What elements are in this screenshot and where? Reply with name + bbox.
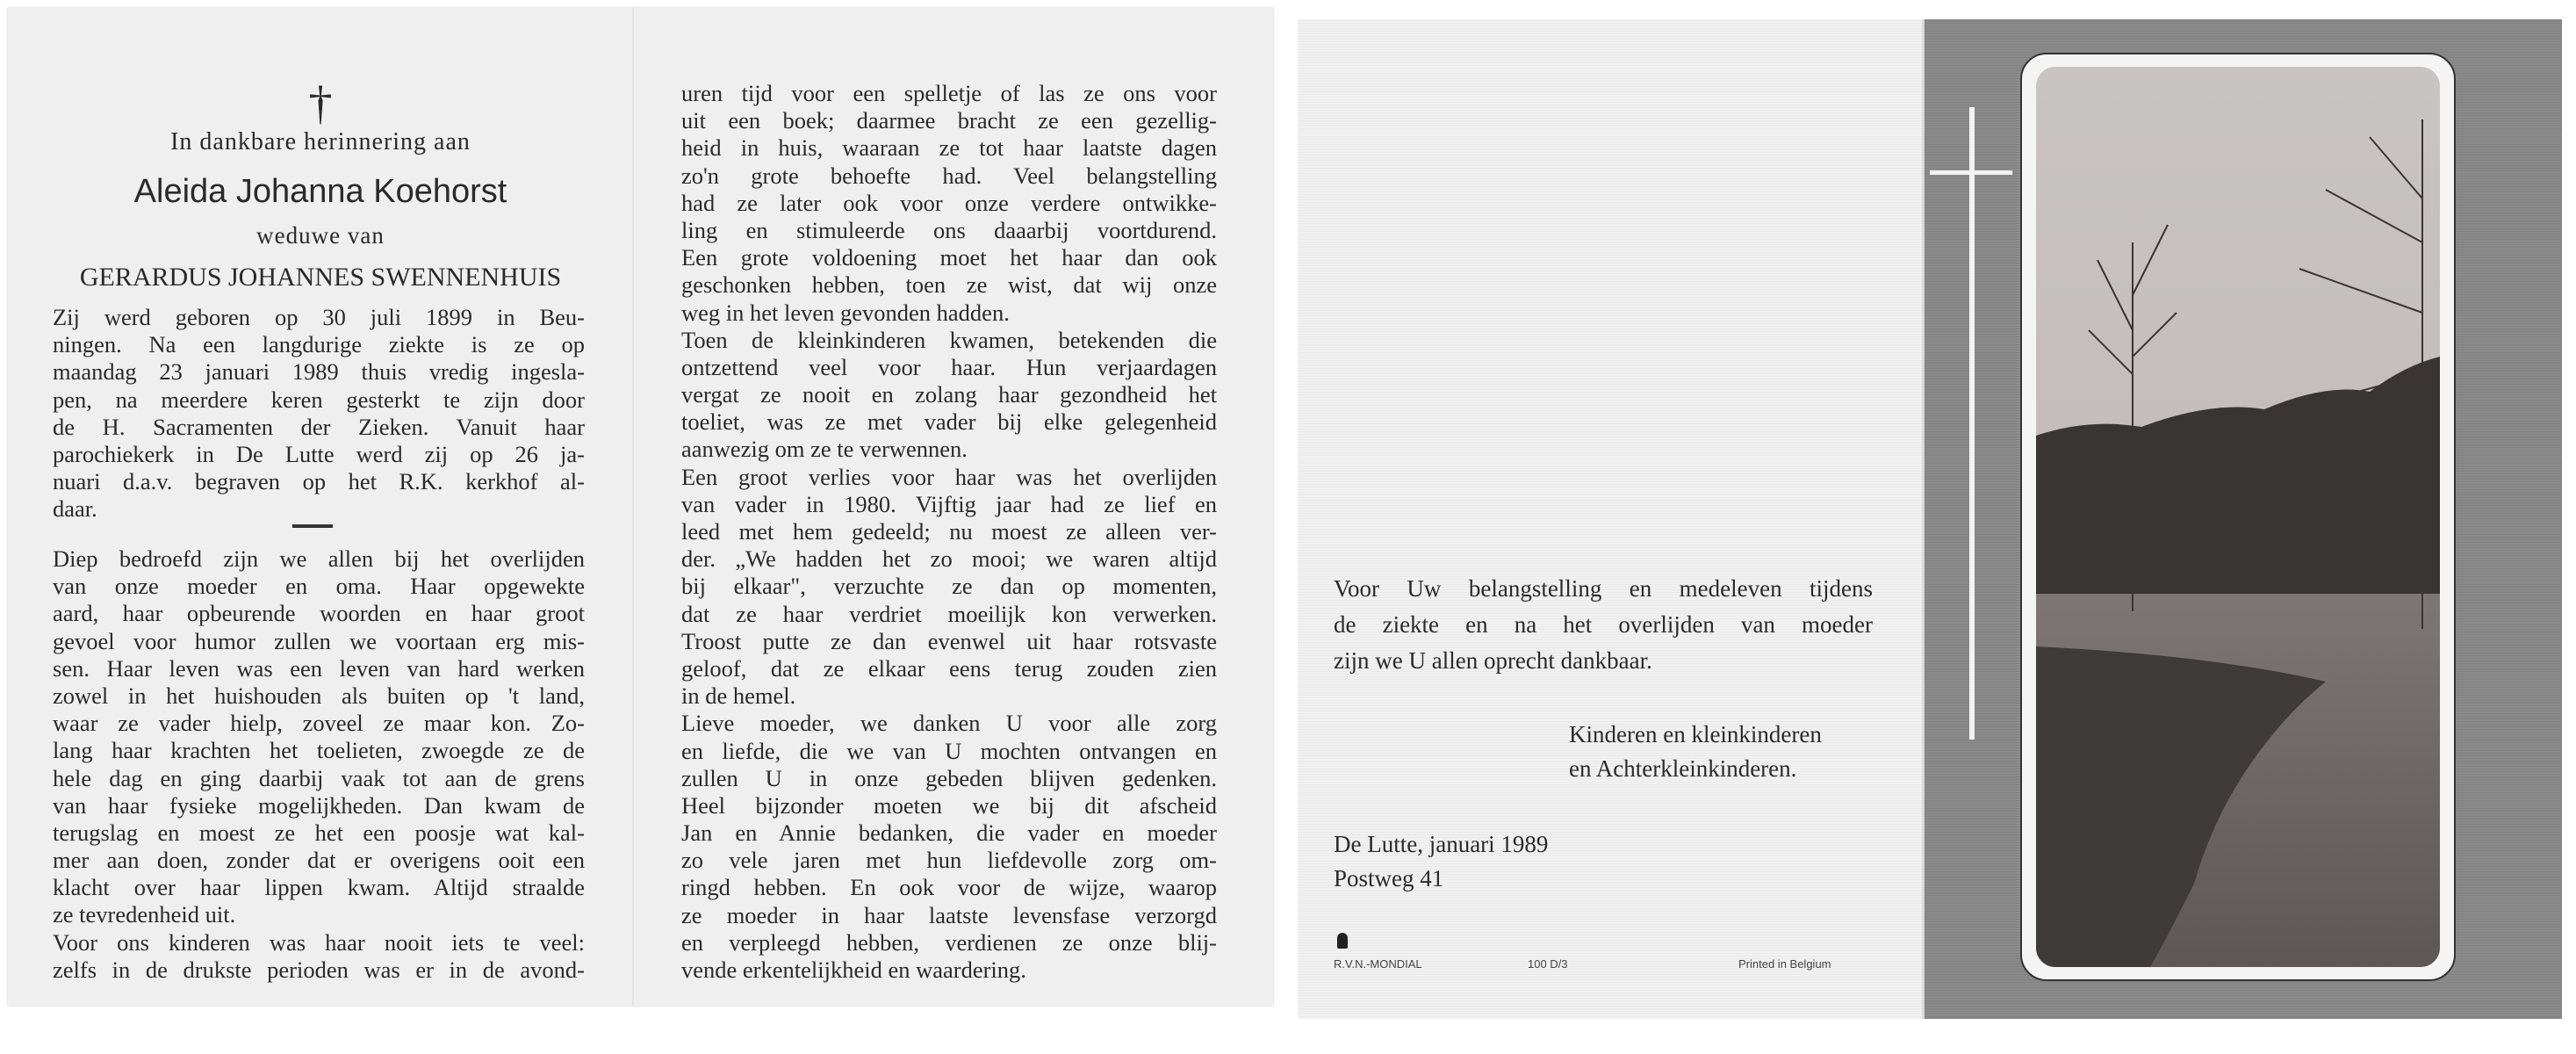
signature-line: en Achterkleinkinderen.	[1569, 755, 1797, 782]
text-line: had ze later ook voor onze verdere ontwikke-	[681, 189, 1217, 216]
flooded-field-image	[2036, 67, 2440, 967]
text-line: heid in huis, waaraan ze tot haar laatste dagen	[681, 134, 1217, 162]
print-code: 100 D/3	[1528, 957, 1568, 971]
text-line: en verpleegd hebben, verdienen ze onze blij-	[681, 928, 1217, 956]
text-line: zowel in het huishouden als buiten op 't land,	[53, 682, 585, 709]
text-line: nuari d.a.v. begraven op het R.K. kerkhof al-	[53, 468, 585, 495]
text-line: klacht over haar lippen kwam. Altijd straalde	[53, 874, 585, 901]
card-fold	[632, 8, 634, 1006]
text-line: ningen. Na een langdurige ziekte is ze op	[53, 331, 585, 358]
photo-frame	[2020, 53, 2456, 981]
text-line: sen. Haar leven was een leven van hard werken	[53, 654, 585, 682]
text-line: uren tijd voor een spelletje of las ze ons voor	[681, 80, 1217, 106]
text-line: van vader in 1980. Vijftig jaar had ze lief en	[681, 490, 1217, 517]
text-line: en liefde, die we van U mochten ontvangen en	[681, 737, 1217, 764]
thank-you-line: zijn we U allen oprecht dankbaar.	[1334, 647, 1652, 674]
text-line: ling en stimuleerde ons daaarbij voortdurend.	[681, 216, 1217, 243]
text-line: hele dag en ging daarbij vaak tot aan de grens	[53, 764, 585, 791]
text-line: zo'n grote behoefte had. Veel belangstelling	[681, 162, 1217, 189]
signature	[1569, 718, 1822, 786]
text-line: ze tevredenheid uit.	[53, 901, 236, 928]
text-line: toeliet, was ze met vader bij elke gelegenheid	[681, 408, 1217, 436]
text-line: der. „We hadden het zo mooi; we waren altijd	[681, 545, 1217, 573]
text-line: Jan en Annie bedanken, die vader en moeder	[681, 819, 1217, 847]
text-line: geschonken hebben, toen ze wist, dat wij onze	[681, 271, 1217, 299]
text-line: ontzettend veel voor haar. Hun verjaardagen	[681, 353, 1217, 380]
text-line: Diep bedroefd zijn we allen bij het overlijden	[53, 545, 585, 572]
text-line: zelfs in de drukste perioden was er in de avond-	[53, 956, 585, 983]
address-text: Postweg 41	[1334, 865, 1444, 892]
text-line: zo vele jaren met hun liefdevolle zorg om-	[681, 847, 1217, 874]
text-line: waar ze vader hielp, zoveel ze maar kon. Zo-	[53, 710, 585, 737]
place-date-text: De Lutte, januari 1989	[1334, 831, 1549, 857]
biography-text	[53, 304, 585, 523]
publisher-logo-icon	[1337, 933, 1348, 949]
publisher-text: R.V.N.-MONDIAL	[1334, 957, 1422, 971]
deceased-name: Aleida Johanna Koehorst	[133, 173, 507, 210]
text-line: aanwezig om ze te verwennen.	[681, 436, 968, 463]
thank-you-line: de ziekte en na het overlijden van moeder	[1334, 611, 1873, 638]
text-line: Toen de kleinkinderen kwamen, betekenden die	[681, 326, 1217, 353]
landscape-photo	[2036, 67, 2440, 967]
separator-dash	[292, 524, 333, 528]
text-line: ze moeder in haar laatste levensfase verzorgd	[681, 901, 1217, 928]
text-line: ringd hebben. En ook voor de wijze, waarop	[681, 874, 1217, 901]
text-line: van onze moeder en oma. Haar opgewekte	[53, 573, 585, 600]
text-line: maandag 23 januari 1989 thuis vredig ingesla-	[53, 358, 585, 386]
text-line: bij elkaar", verzuchte ze dan op momenten,	[681, 573, 1217, 600]
text-line: Lieve moeder, we danken U voor alle zorg	[681, 710, 1217, 737]
place-date	[1334, 827, 1548, 896]
text-line: vende erkentelijkheid en waardering.	[681, 957, 1026, 983]
text-line: weg in het leven gevonden hadden.	[681, 299, 1010, 326]
printed-in-text: Printed in Belgium	[1738, 957, 1831, 971]
text-line: parochiekerk in De Lutte werd zij op 26 ja-	[53, 440, 585, 467]
cross-bar	[1930, 170, 2012, 175]
text-line: mer aan doen, zonder dat er overigens ooit een	[53, 847, 585, 874]
text-line: daar.	[53, 495, 97, 523]
text-line: dat ze haar verdriet moeilijk kon verwerken.	[681, 600, 1217, 627]
text-line: lang haar krachten het toelieten, zwoegde ze de	[53, 737, 585, 764]
text-line: geloof, dat ze elkaar eens terug zouden zien	[681, 654, 1217, 682]
text-line: Troost putte ze dan evenwel uit haar rotsvaste	[681, 627, 1217, 654]
memorial-card-inside	[8, 8, 1273, 1006]
widow-of-text: weduwe van	[256, 222, 385, 249]
text-line: vergat ze nooit en zolang haar gezondheid het	[681, 381, 1217, 408]
text-line: Heel bijzonder moeten we bij dit afscheid	[681, 791, 1217, 819]
text-line: Voor ons kinderen was haar nooit iets te veel:	[53, 928, 585, 956]
remembrance-text	[53, 545, 585, 984]
thank-you-line: Voor Uw belangstelling en medeleven tijdens	[1334, 575, 1873, 602]
cross-icon	[1969, 107, 1975, 740]
text-line: in de hemel.	[681, 682, 796, 710]
text-line: uit een boek; daarmee bracht ze een gezellig-	[681, 107, 1217, 134]
cross-icon: †	[308, 76, 333, 129]
remembrance-text-continued	[681, 80, 1217, 984]
thank-you-text	[1334, 571, 1873, 679]
text-line: aard, haar opbeurende woorden en haar groot	[53, 600, 585, 627]
text-line: Zij werd geboren op 30 juli 1899 in Beu-	[53, 304, 585, 330]
text-line: Een grote voldoening moet het haar dan ook	[681, 244, 1217, 271]
husband-name: GERARDUS JOHANNES SWENNENHUIS	[79, 263, 562, 292]
text-line: pen, na meerdere keren gesterkt te zijn door	[53, 386, 585, 413]
text-line: leed met hem gedeeld; nu moest ze alleen ver-	[681, 518, 1217, 545]
text-line: de H. Sacramenten der Zieken. Vanuit haar	[53, 413, 585, 440]
text-line: Een groot verlies voor haar was het overlijden	[681, 463, 1217, 490]
signature-line: Kinderen en kleinkinderen	[1569, 721, 1822, 747]
text-line: zullen U in onze gebeden blijven gedenken.	[681, 764, 1217, 791]
intro-text: In dankbare herinnering aan	[170, 128, 471, 155]
text-line: gevoel voor humor zullen we voortaan erg mis-	[53, 627, 585, 654]
text-line: van haar fysieke mogelijkheden. Dan kwam de	[53, 791, 585, 819]
text-line: terugslag en moest ze het een poosje wat kal-	[53, 819, 585, 846]
